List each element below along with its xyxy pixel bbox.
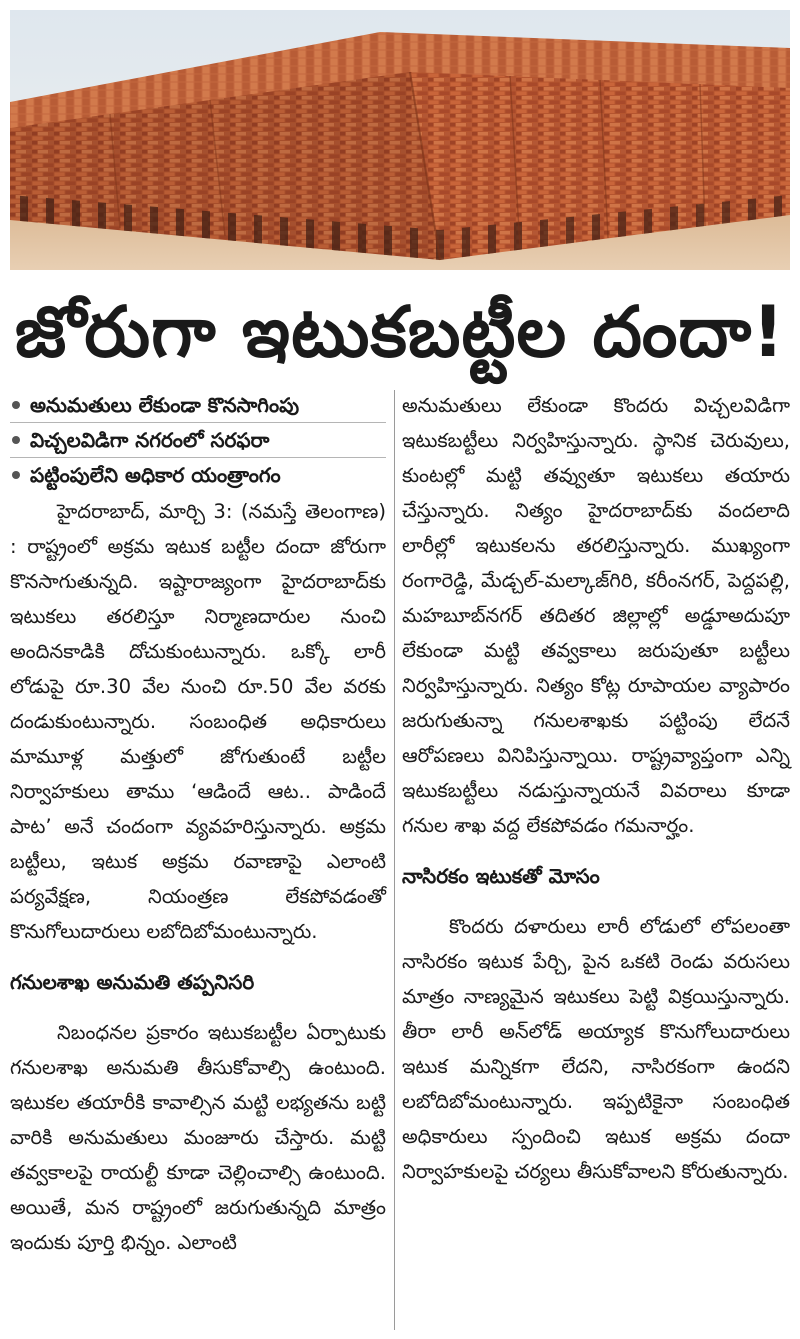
body-paragraph: అనుమతులు లేకుండా కొందరు విచ్చలవిడిగా ఇటుకబట్టీలు నిర్వహిస్తున్నారు. స్థానిక చెరువులు, కుంటల్లో మట్టి తవ్వుతూ ఇటుకలు తయారు చేస్తున్నారు. నిత్యం హైదరాబాద్‌కు వందలాది లారీల్లో ఇటుకలను తరలిస్తున్నారు. ముఖ్యంగా రంగారెడ్డి, మేడ్చల్-మల్కాజ్‌గిరి, కరీంనగర్, పెద్దపల్లి, మహబూబ్‌నగర్ తదితర జిల్లాల్లో అడ్డూఅదుపూ లేకుండా మట్టి తవ్వకాలు జరుపుతూ బట్టీలు నిర్వహిస్తున్నారు. నిత్యం కోట్ల రూపాయల వ్యాపారం జరుగుతున్నా గనులశాఖకు పట్టింపు లేదనే ఆరోపణలు వినిపిస్తున్నాయి. రాష్ట్రవ్యాప్తంగా ఎన్ని ఇటుకబట్టీలు నడుస్తున్నాయనే వివరాలు కూడా గనుల శాఖ వద్ద లేకపోవడం గమనార్హం. bbox=[402, 394, 790, 837]
highlight-item: విచ్చలవిడిగా నగరంలో సరఫరా bbox=[10, 423, 386, 458]
highlight-item: పట్టింపులేని అధికార యంత్రాంగం bbox=[10, 458, 386, 492]
left-column bbox=[10, 388, 386, 1260]
subheading: నాసిరకం ఇటుకతో మోసం bbox=[402, 864, 600, 888]
body-paragraph: హైదరాబాద్, మార్చి 3: (నమస్తే తెలంగాణ) : రాష్ట్రంలో అక్రమ ఇటుక బట్టీల దందా జోరుగా కొనసాగుతున్నది. ఇష్టారాజ్యంగా హైదరాబాద్‌కు ఇటుకలు తరలిస్తూ నిర్మాణదారుల నుంచి అందినకాడికి దోచుకుంటున్నారు. ఒక్కో లారీ లోడుపై రూ.30 వేల నుంచి రూ.50 వేల వరకు దండుకుంటున్నారు. సంబంధిత అధికారులు మామూళ్ల మత్తులో జోగుతుంటే బట్టీల నిర్వాహకులు తాము ‘ఆడిందే ఆట.. పాడిందే పాట’ అనే చందంగా వ్యవహరిస్తున్నారు. అక్రమ బట్టీలు, ఇటుక అక్రమ రవాణాపై ఎలాంటి పర్యవేక్షణ, నియంత్రణ లేకపోవడంతో కొనుగోలుదారులు లబోదిబోమంటున్నారు. bbox=[10, 500, 386, 943]
column-divider bbox=[394, 390, 395, 1330]
highlight-item: అనుమతులు లేకుండా కొనసాగింపు bbox=[10, 388, 386, 423]
headline: జోరుగా ఇటుకబట్టీల దందా! bbox=[14, 291, 786, 373]
brick-stacks-photo bbox=[10, 10, 790, 270]
right-column bbox=[402, 388, 790, 1189]
body-paragraph: కొందరు దళారులు లారీ లోడులో లోపలంతా నాసిరకం ఇటుక పేర్చి, పైన ఒకటి రెండు వరుసలు మాత్రం నాణ్యమైన ఇటుకలు పెట్టి విక్రయిస్తున్నారు. తీరా లారీ అన్‌లోడ్ అయ్యాక కొనుగోలుదారులు ఇటుక మన్నికగా లేదని, నాసిరకంగా ఉందని లబోదిబోమంటున్నారు. ఇప్పటికైనా సంబంధిత అధికారులు స్పందించి ఇటుక అక్రమ దందా నిర్వాహకులపై చర్యలు తీసుకోవాలని కోరుతున్నారు. bbox=[402, 915, 790, 1183]
body-paragraph: నిబంధనల ప్రకారం ఇటుకబట్టీల ఏర్పాటుకు గనులశాఖ అనుమతి తీసుకోవాల్సి ఉంటుంది. ఇటుకల తయారీకి కావాల్సిన మట్టి లభ్యతను బట్టి వారికి అనుమతులు మంజూరు చేస్తారు. మట్టి తవ్వకాలపై రాయల్టీ కూడా చెల్లించాల్సి ఉంటుంది. అయితే, మన రాష్ట్రంలో జరుగుతున్నది మాత్రం ఇందుకు పూర్తి భిన్నం. ఎలాంటి bbox=[10, 1021, 386, 1254]
subheading: గనులశాఖ అనుమతి తప్పనిసరి bbox=[10, 970, 255, 994]
highlights-list bbox=[10, 388, 386, 492]
